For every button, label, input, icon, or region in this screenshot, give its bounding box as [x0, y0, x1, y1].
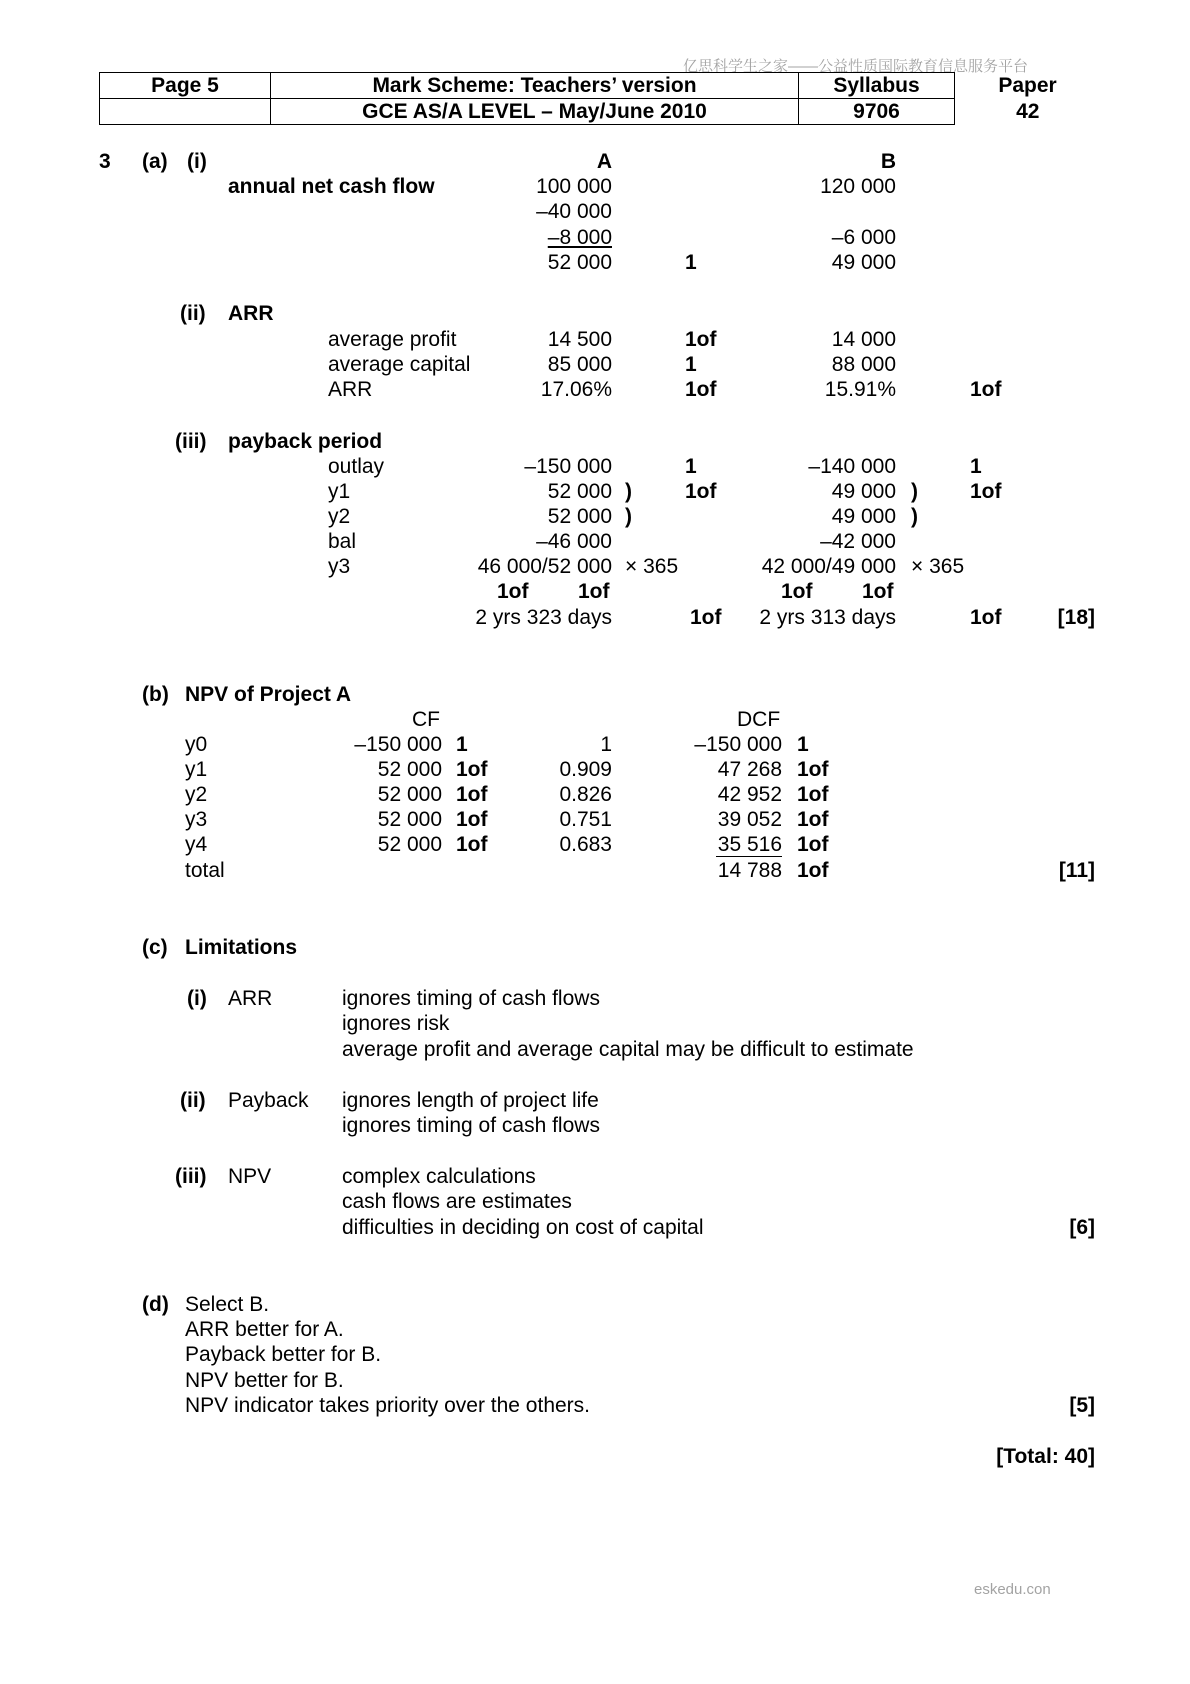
mark: 1: [456, 733, 468, 756]
mark: 1of: [970, 606, 1002, 629]
answer-line: NPV better for B.: [185, 1369, 344, 1392]
limitation-line: average profit and average capital may be difficult to estimate: [342, 1038, 914, 1061]
arr-row-label: average capital: [328, 353, 471, 376]
syllabus-label: Syllabus: [799, 73, 955, 99]
column-b-heading: B: [880, 150, 896, 173]
npv-dcf-value: 47 268: [717, 758, 782, 781]
mark: 1: [797, 733, 809, 756]
mark: 1of: [797, 833, 829, 856]
paper-label: Paper: [998, 74, 1057, 97]
npv-cf-value: 52 000: [377, 758, 442, 781]
limitation-line: ignores length of project life: [342, 1089, 599, 1112]
syllabus-code: 9706: [799, 99, 955, 125]
answer-line: ARR better for A.: [185, 1318, 344, 1341]
npv-cf-value: 52 000: [377, 783, 442, 806]
limitation-line: cash flows are estimates: [342, 1190, 572, 1213]
payback-a-value: 46 000/52 000: [477, 555, 612, 578]
arr-a-value: 14 500: [547, 328, 612, 351]
payback-b-value: 49 000: [831, 480, 896, 503]
npv-discount-factor: 0.751: [559, 808, 612, 831]
payback-b-result: 2 yrs 313 days: [759, 606, 896, 629]
header-table: [99, 72, 1101, 125]
watermark-text: 亿思科学生之家——公益性质国际教育信息服务平台: [683, 58, 1029, 75]
mark: 1of: [497, 580, 529, 603]
mark: 1of: [456, 783, 488, 806]
bracket: ): [911, 480, 918, 503]
npv-discount-factor: 0.683: [559, 833, 612, 856]
payback-row-label: y2: [328, 505, 351, 528]
payback-row-label: outlay: [328, 455, 385, 478]
limitation-line: ignores timing of cash flows: [342, 987, 600, 1010]
cash-flow-a-value: –8 000: [547, 226, 612, 249]
bracket: ): [911, 505, 918, 528]
bracket: ): [625, 480, 632, 503]
npv-year-label: y0: [185, 733, 208, 756]
cash-flow-a-total: 52 000: [547, 251, 612, 274]
mark: 1: [685, 455, 697, 478]
npv-cf-value: –150 000: [354, 733, 442, 756]
multiplier: × 365: [911, 555, 965, 578]
payback-a-value: –150 000: [524, 455, 612, 478]
mark: 1of: [797, 758, 829, 781]
watermark-footer: eskedu.con: [974, 1581, 1051, 1598]
arr-b-value: 88 000: [831, 353, 896, 376]
npv-cf-value: 52 000: [377, 833, 442, 856]
part-a-label: (a): [142, 150, 168, 173]
npv-year-label: y2: [185, 783, 208, 806]
marks-total: [5]: [1069, 1394, 1095, 1417]
limitation-number: (i): [187, 987, 207, 1010]
limitation-method: ARR: [228, 987, 273, 1010]
mark: 1of: [862, 580, 894, 603]
mark: 1of: [456, 833, 488, 856]
mark: 1of: [781, 580, 813, 603]
arr-row-label: average profit: [328, 328, 457, 351]
answer-line: Payback better for B.: [185, 1343, 382, 1366]
answer-line: Select B.: [185, 1293, 270, 1316]
column-a-heading: A: [596, 150, 612, 173]
mark: 1: [685, 353, 697, 376]
question-number: 3: [99, 150, 111, 173]
npv-cf-value: 52 000: [377, 808, 442, 831]
npv-dcf-value: 35 516: [717, 833, 782, 856]
limitation-method: Payback: [228, 1089, 309, 1112]
mark: 1of: [685, 328, 717, 351]
part-c-label: (c): [142, 936, 168, 959]
npv-discount-factor: 0.909: [559, 758, 612, 781]
payback-b-value: –140 000: [808, 455, 896, 478]
limitation-line: difficulties in deciding on cost of capital: [342, 1216, 704, 1239]
limitation-line: complex calculations: [342, 1165, 536, 1188]
marks-total: [18]: [1057, 606, 1095, 629]
arr-b-value: 14 000: [831, 328, 896, 351]
paper-number: 42: [1016, 100, 1040, 123]
answer-line: NPV indicator takes priority over the others.: [185, 1394, 591, 1417]
mark: 1of: [797, 783, 829, 806]
part-a-iii-label: (iii): [175, 430, 207, 453]
mark: 1of: [797, 808, 829, 831]
mark: 1of: [456, 758, 488, 781]
cash-flow-a-value: 100 000: [536, 175, 612, 198]
limitation-line: ignores timing of cash flows: [342, 1114, 600, 1137]
dcf-column-heading: DCF: [737, 708, 781, 731]
npv-year-label: y3: [185, 808, 208, 831]
cash-flow-label: annual net cash flow: [228, 175, 435, 198]
cash-flow-a-value: –40 000: [536, 200, 612, 223]
part-a-i-label: (i): [187, 150, 207, 173]
mark: 1of: [685, 378, 717, 401]
arr-row-label: ARR: [328, 378, 373, 401]
payback-a-result: 2 yrs 323 days: [475, 606, 612, 629]
mark: 1of: [970, 480, 1002, 503]
header-title: Mark Scheme: Teachers’ version: [271, 73, 799, 99]
page-label: Page 5: [100, 73, 271, 99]
cash-flow-b-value: –6 000: [831, 226, 896, 249]
mark: 1of: [797, 859, 829, 882]
payback-a-value: –46 000: [536, 530, 612, 553]
npv-total-value: 14 788: [717, 859, 782, 882]
npv-dcf-value: –150 000: [694, 733, 782, 756]
arr-heading: ARR: [228, 302, 274, 325]
payback-b-value: –42 000: [820, 530, 896, 553]
payback-a-value: 52 000: [547, 480, 612, 503]
marks-total: [6]: [1069, 1216, 1095, 1239]
npv-year-label: y4: [185, 833, 208, 856]
npv-dcf-value: 39 052: [717, 808, 782, 831]
multiplier: × 365: [625, 555, 679, 578]
part-d-label: (d): [142, 1293, 169, 1316]
payback-b-value: 42 000/49 000: [761, 555, 896, 578]
limitations-heading: Limitations: [185, 936, 298, 959]
npv-year-label: y1: [185, 758, 208, 781]
underline: [716, 856, 782, 857]
payback-heading: payback period: [228, 430, 383, 453]
question-total: [Total: 40]: [996, 1445, 1095, 1468]
limitation-line: ignores risk: [342, 1012, 450, 1035]
npv-total-label: total: [185, 859, 225, 882]
cf-column-heading: CF: [412, 708, 440, 731]
npv-discount-factor: 0.826: [559, 783, 612, 806]
mark: 1of: [970, 378, 1002, 401]
payback-row-label: y3: [328, 555, 351, 578]
npv-discount-factor: 1: [600, 733, 612, 756]
limitation-number: (iii): [175, 1165, 207, 1188]
limitation-number: (ii): [180, 1089, 206, 1112]
header-subtitle: GCE AS/A LEVEL – May/June 2010: [271, 99, 799, 125]
payback-a-value: 52 000: [547, 505, 612, 528]
part-b-label: (b): [142, 683, 169, 706]
mark: 1of: [685, 480, 717, 503]
mark: 1: [685, 251, 697, 274]
npv-heading: NPV of Project A: [185, 683, 352, 706]
arr-a-value: 17.06%: [540, 378, 612, 401]
payback-row-label: bal: [328, 530, 357, 553]
bracket: ): [625, 505, 632, 528]
arr-a-value: 85 000: [547, 353, 612, 376]
header-empty-cell: [100, 99, 271, 125]
cash-flow-b-total: 49 000: [831, 251, 896, 274]
limitation-method: NPV: [228, 1165, 272, 1188]
mark: 1of: [578, 580, 610, 603]
mark: 1of: [690, 606, 722, 629]
mark: 1: [970, 455, 982, 478]
payback-row-label: y1: [328, 480, 351, 503]
npv-dcf-value: 42 952: [717, 783, 782, 806]
payback-b-value: 49 000: [831, 505, 896, 528]
mark: 1of: [456, 808, 488, 831]
part-a-ii-label: (ii): [180, 302, 206, 325]
arr-b-value: 15.91%: [824, 378, 896, 401]
marks-total: [11]: [1058, 859, 1095, 882]
cash-flow-b-value: 120 000: [820, 175, 896, 198]
